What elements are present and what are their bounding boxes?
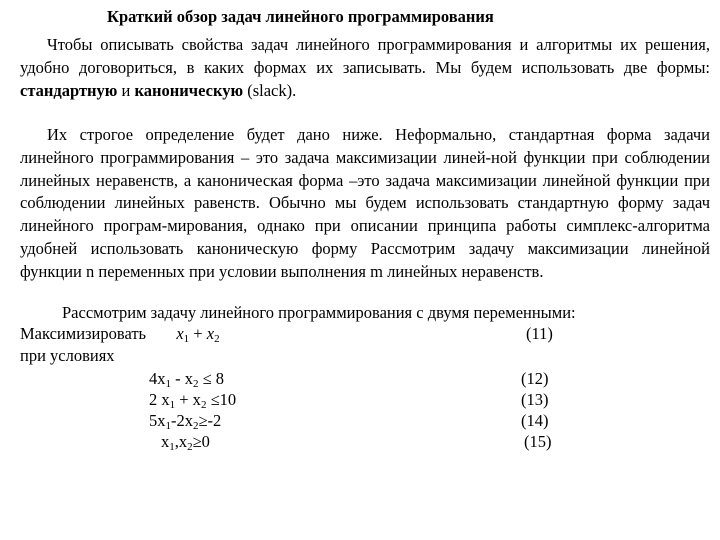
constraint-12-lhs: 4x xyxy=(149,369,166,388)
constraint-15-op: ,x xyxy=(174,432,188,451)
constraint-15-lhs: x xyxy=(161,432,170,451)
objective-plus: + xyxy=(189,324,207,343)
constraint-13-sub2: 2 xyxy=(200,399,207,411)
constraint-13 xyxy=(149,389,236,411)
equation-number-11: (11) xyxy=(526,324,553,343)
equation-number-13: (13) xyxy=(521,390,549,409)
constraint-12-sub1: 1 xyxy=(165,378,171,390)
constraint-13-sub1: 1 xyxy=(169,399,176,411)
constraint-12-op: - x xyxy=(171,369,193,388)
constraint-12 xyxy=(149,368,224,390)
equation-number-14: (14) xyxy=(521,411,549,430)
conditions-label: при условиях xyxy=(20,346,115,365)
constraint-15-sub2: 2 xyxy=(187,441,193,453)
term-canonical: каноническую xyxy=(134,80,244,100)
constraint-14-lhs: 5x xyxy=(149,411,166,430)
constraint-14-sub2: 2 xyxy=(193,420,199,432)
constraint-15-sub1: 1 xyxy=(169,441,175,453)
constraint-14-sub1: 1 xyxy=(165,420,171,432)
intro-slack: (slack). xyxy=(243,80,297,100)
objective-label: Максимизировать xyxy=(20,324,147,343)
objective-line xyxy=(20,323,220,345)
intro-text: Чтобы описывать свойства задач линейного программирования и алгоритмы их решения, удобно договориться, в каких формах их записывать. Мы будем использовать две формы: xyxy=(20,35,710,77)
objective-sub2: 2 xyxy=(214,333,220,345)
problem-intro: Рассмотрим задачу линейного программирования с двумя переменными: xyxy=(62,303,576,322)
objective-x1: x xyxy=(176,324,184,343)
intro-paragraph xyxy=(20,34,710,102)
document-title: Краткий обзор задач линейного программирования xyxy=(107,7,494,26)
intro-and: и xyxy=(117,80,135,100)
constraint-13-rel: ≤10 xyxy=(206,390,237,409)
constraint-15-rel: ≥0 xyxy=(192,432,210,451)
constraint-14-op: -2x xyxy=(171,411,193,430)
definition-paragraph: Их строгое определение будет дано ниже. Неформально, стандартная форма задачи линейного программирования – это задача максимизации линей-ной функции при соблюдении линейных неравенств, а каноническая форма –это задача максимизации линейной функции при соблюдении линейных равенств. Обычно мы будем использовать стандартную форму задач линейного програм-мирования, однако при описании принципа работы симплекс-алгоритма удобней использовать каноническую форму Рассмотрим задачу максимизации линейной функции n переменных при условии выполнения m линейных неравенств. xyxy=(20,125,710,281)
constraint-12-sub2: 2 xyxy=(193,378,199,390)
constraint-13-lhs: 2 x xyxy=(149,390,170,409)
constraint-15 xyxy=(161,431,210,453)
term-standard: стандартную xyxy=(20,80,118,100)
equation-number-15: (15) xyxy=(524,432,552,451)
constraint-14 xyxy=(149,410,221,432)
constraint-12-rel: ≤ 8 xyxy=(198,369,225,388)
constraint-13-op: + x xyxy=(175,390,201,409)
objective-x2: x xyxy=(206,324,215,343)
equation-number-12: (12) xyxy=(521,369,549,388)
objective-sub1: 1 xyxy=(183,333,190,345)
constraint-14-rel: ≥-2 xyxy=(198,411,222,430)
